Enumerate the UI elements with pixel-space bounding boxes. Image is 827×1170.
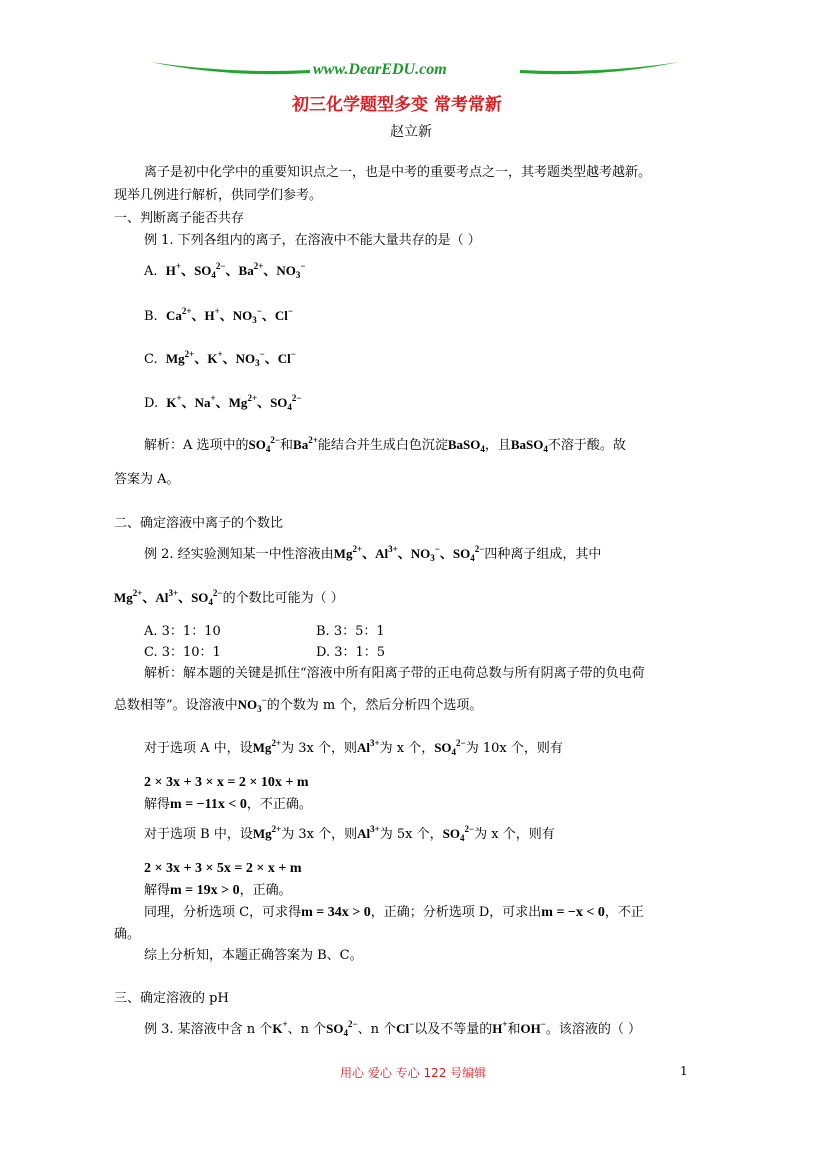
- equation-1: 2 × 3x + 3 × x = 2 × 10x + m: [144, 775, 309, 790]
- example-3-question: 例 3. 某溶液中含 n 个K+、n 个$SO_4^{2-}$、n 个Cl−以及不等量的H+和OH−。该溶液的（ ）: [144, 1019, 642, 1038]
- solution-2: 解得m = 19x > 0，正确。: [144, 883, 292, 898]
- analysis-2-line-1: 解析：解本题的关键是抓住“溶液中所有阳离子带的正电荷总数与所有阴离子带的负电荷: [144, 666, 645, 681]
- option-c: C. $Mg^{2+}$、K+、$NO_3^-$、Cl−: [144, 349, 296, 368]
- option-b: B. $Ca^{2+}$、H+、$NO_3^-$、Cl−: [144, 306, 294, 325]
- choice-a: A. 3：1：10: [144, 624, 221, 639]
- same-analysis-line-1: 同理，分析选项 C，可求得m = 34x > 0，正确；分析选项 D，可求出m = −x < 0，不正: [144, 905, 644, 920]
- option-d: D. K+、Na+、$Mg^{2+}$、$SO_4^{2-}$: [144, 393, 302, 412]
- page-number: 1: [680, 1064, 688, 1078]
- section-2-heading: 二、确定溶液中离子的个数比: [114, 516, 284, 531]
- footer-text: 用心 爱心 专心 122 号编辑: [340, 1066, 487, 1080]
- intro-line-2: 现举几例进行解析，供同学们参考。: [114, 188, 323, 203]
- example-2-question-line-1: 例 2. 经实验测知某一中性溶液由$Mg^{2+}$、$Al^{3+}$、$NO_3^-$、$SO_4^{2-}$四种离子组成，其中: [144, 544, 602, 563]
- page-title: 初三化学题型多变 常考常新: [292, 95, 502, 115]
- analysis-1-line-2: 答案为 A。: [114, 472, 180, 487]
- author: 赵立新: [390, 124, 432, 140]
- option-a: A. H+、$SO_4^{2-}$、$Ba^{2+}$、$NO_3^-$: [144, 261, 306, 280]
- example-2-question-line-2: $Mg^{2+}$、$Al^{3+}$、$SO_4^{2-}$的个数比可能为（ ）: [114, 588, 344, 607]
- choice-d: D. 3：1：5: [316, 645, 386, 660]
- option-a-setup: 对于选项 A 中，设$Mg^{2+}$为 3x 个，则$Al^{3+}$为 x 个，$SO_4^{2-}$为 10x 个，则有: [144, 738, 563, 757]
- same-analysis-line-2: 确。: [114, 927, 141, 942]
- solution-1: 解得m = −11x < 0，不正确。: [144, 797, 312, 812]
- analysis-1-line-1: 解析：A 选项中的$SO_4^{2-}$和$Ba^{2+}$能结合并生成白色沉淀BaSO$_4$，且BaSO$_4$不溶于酸。故: [144, 435, 626, 454]
- section-3-heading: 三、确定溶液的 pH: [114, 991, 229, 1006]
- summary: 综上分析知，本题正确答案为 B、C。: [144, 948, 363, 963]
- choice-b: B. 3：5：1: [316, 624, 385, 639]
- example-1-question: 例 1. 下列各组内的离子，在溶液中不能大量共存的是（ ）: [144, 233, 481, 248]
- site-logo: www.DearEDU.com: [313, 61, 447, 78]
- analysis-2-line-2: 总数相等”。设溶液中$NO_3^-$的个数为 m 个，然后分析四个选项。: [114, 695, 483, 714]
- equation-2: 2 × 3x + 3 × 5x = 2 × x + m: [144, 861, 302, 876]
- option-b-setup: 对于选项 B 中，设$Mg^{2+}$为 3x 个，则$Al^{3+}$为 5x 个，$SO_4^{2-}$为 x 个，则有: [144, 824, 555, 843]
- choice-c: C. 3：10：1: [144, 645, 221, 660]
- intro-line-1: 离子是初中化学中的重要知识点之一，也是中考的重要考点之一，其考题类型越考越新。: [144, 165, 652, 180]
- section-1-heading: 一、判断离子能否共存: [114, 211, 245, 226]
